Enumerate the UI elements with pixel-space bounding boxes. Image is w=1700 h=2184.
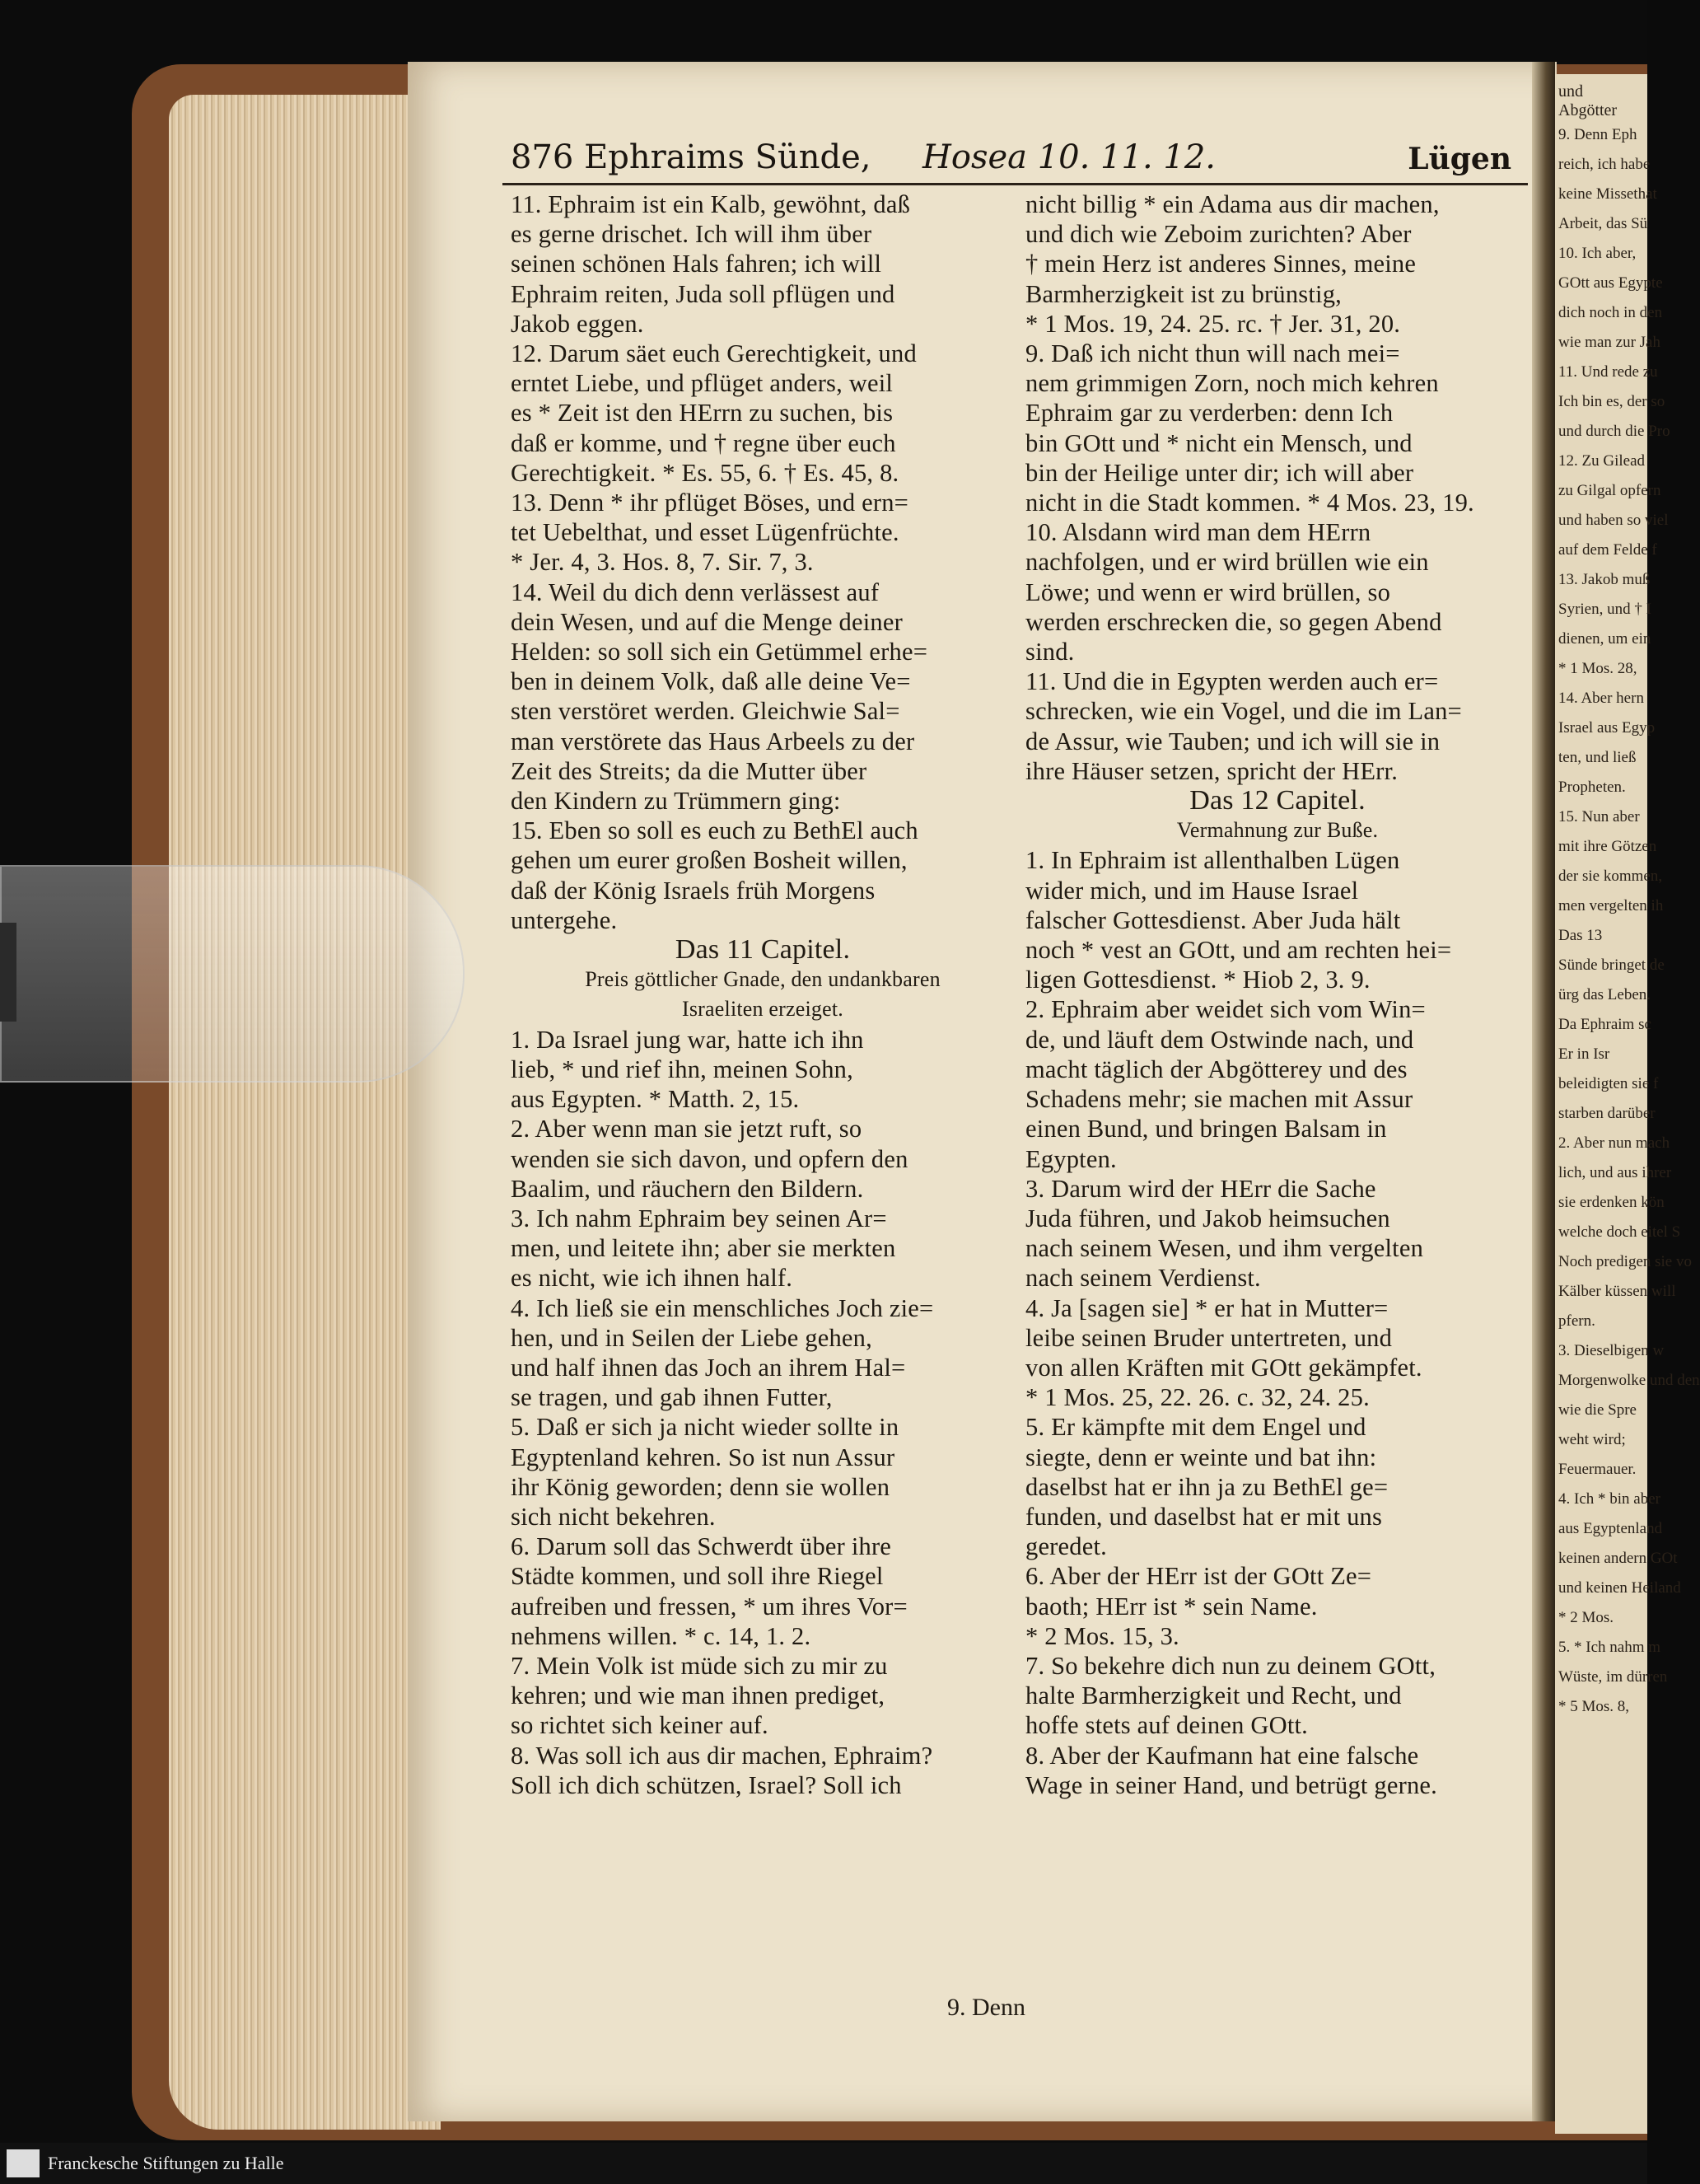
text-line: siegte, denn er weinte und bat ihn: — [1025, 1443, 1377, 1471]
text-line: Preis göttlicher Gnade, den undankbaren — [585, 967, 941, 992]
text-line: es gerne drischet. Ich will ihm über — [511, 220, 872, 249]
text-line: sten verstöret werden. Gleichwie Sal= — [511, 697, 900, 726]
next-page-line: 10. Ich aber, — [1558, 245, 1637, 262]
text-line: so richtet sich keiner auf. — [511, 1711, 768, 1740]
text-line: Wage in seiner Hand, und betrügt gerne. — [1025, 1770, 1437, 1799]
running-header — [511, 138, 1528, 188]
text-line: falscher Gottesdienst. Aber Juda hält — [1025, 905, 1401, 934]
text-line: nicht billig * ein Adama aus dir machen, — [1025, 190, 1440, 218]
text-line: daß er komme, und † regne über euch — [511, 428, 896, 457]
text-line: ihre Häuser setzen, spricht der HErr. — [1025, 756, 1399, 785]
text-line: nachfolgen, und er wird brüllen wie ein — [1025, 548, 1429, 577]
text-line: geredet. — [1025, 1532, 1107, 1561]
text-line: nach seinem Wesen, und ihm vergelten — [1025, 1234, 1424, 1263]
next-page-line: 14. Aber hern — [1558, 690, 1644, 707]
next-page-line: 3. Dieselbigen w — [1558, 1342, 1665, 1359]
next-page-line: Kälber küssen will — [1558, 1283, 1676, 1300]
text-line: † mein Herz ist anderes Sinnes, meine — [1025, 250, 1417, 278]
next-page-line: GOtt aus Egypte — [1558, 274, 1663, 292]
text-line: 5. Daß er sich ja nicht wieder sollte in — [511, 1413, 899, 1442]
text-line: leibe seinen Bruder untertreten, und — [1025, 1323, 1393, 1352]
text-line: de, und läuft dem Ostwinde nach, und — [1025, 1025, 1414, 1054]
text-line: Helden: so soll sich ein Getümmel erhe= — [511, 638, 928, 666]
text-line: Barmherzigkeit ist zu brünstig, — [1025, 279, 1342, 308]
text-line: Ephraim reiten, Juda soll pflügen und — [511, 279, 895, 308]
text-line: * 1 Mos. 19, 24. 25. rc. † Jer. 31, 20. — [1025, 309, 1401, 338]
text-line: noch * vest an GOtt, und am rechten hei= — [1025, 936, 1452, 965]
next-page-line: reich, ich habe — [1558, 156, 1651, 173]
next-page-line: 12. Zu Gilead — [1558, 452, 1646, 470]
text-line: 1. In Ephraim ist allenthalben Lügen — [1025, 846, 1400, 875]
page-number: 876 — [511, 138, 574, 176]
next-page-line: 2. Aber nun mach — [1558, 1134, 1670, 1152]
next-page-header: und Abgötter — [1558, 82, 1618, 119]
next-page-line: Israel aus Egyp — [1558, 719, 1656, 737]
text-line: 6. Aber der HErr ist der GOtt Ze= — [1025, 1562, 1372, 1591]
text-line: se tragen, und gab ihnen Futter, — [511, 1383, 833, 1412]
next-page-line: Syrien, und † I — [1558, 601, 1651, 618]
text-line: Vermahnung zur Buße. — [1176, 818, 1379, 843]
text-line: Löwe; und wenn er wird brüllen, so — [1025, 578, 1391, 606]
next-page-fragment — [1555, 74, 1700, 2134]
page-clip — [0, 865, 465, 1083]
text-line: hoffe stets auf deinen GOtt. — [1025, 1711, 1308, 1740]
text-line: 1. Da Israel jung war, hatte ich ihn — [511, 1025, 864, 1054]
text-line: Soll ich dich schützen, Israel? Soll ich — [511, 1770, 902, 1799]
catchword: 9. Denn — [947, 1994, 1025, 2021]
text-line: funden, und daselbst hat er mit uns — [1025, 1502, 1383, 1531]
next-page-line: Noch predigen sie vo — [1558, 1253, 1692, 1270]
text-line: einen Bund, und bringen Balsam in — [1025, 1115, 1387, 1143]
next-page-line: Wüste, im dürren — [1558, 1668, 1668, 1686]
left-text-column — [511, 189, 1015, 1800]
text-line: und half ihnen das Joch an ihrem Hal= — [511, 1353, 906, 1382]
next-page-line: pfern. — [1558, 1312, 1595, 1330]
text-line: 4. Ich ließ sie ein menschliches Joch zie= — [511, 1293, 934, 1322]
text-line: Juda führen, und Jakob heimsuchen — [1025, 1204, 1390, 1232]
text-line: ligen Gottesdienst. * Hiob 2, 3. 9. — [1025, 966, 1371, 994]
institution-name: Franckesche Stiftungen zu Halle — [48, 2153, 284, 2173]
text-line: ihr König geworden; denn sie wollen — [511, 1472, 890, 1501]
text-line: bin GOtt und * nicht ein Mensch, und — [1025, 428, 1413, 457]
text-line: 7. So bekehre dich nun zu deinem GOtt, — [1025, 1651, 1436, 1680]
text-line: es * Zeit ist den HErrn zu suchen, bis — [511, 399, 894, 428]
text-line: 10. Alsdann wird man dem HErrn — [1025, 518, 1371, 547]
institution-logo-icon — [7, 2149, 40, 2177]
text-line: Gerechtigkeit. * Es. 55, 6. † Es. 45, 8. — [511, 458, 899, 487]
text-line: aufreiben und fressen, * um ihres Vor= — [511, 1592, 908, 1620]
running-title-left: Ephraims Sünde, — [584, 138, 871, 176]
next-page-lines — [1555, 120, 1700, 1722]
next-page-line: beleidigten sie f — [1558, 1075, 1659, 1092]
text-line: 2. Aber wenn man sie jetzt ruft, so — [511, 1115, 862, 1143]
running-title-right: Lügen — [1408, 142, 1511, 176]
text-line: wider mich, und im Hause Israel — [1025, 876, 1359, 905]
text-line: daselbst hat er ihn ja zu BethEl ge= — [1025, 1472, 1389, 1501]
next-page-line: 9. Denn Eph — [1558, 126, 1637, 143]
next-page-line: weht wird; — [1558, 1431, 1626, 1448]
text-line: daß der König Israels früh Morgens — [511, 876, 876, 905]
text-line: 11. Und die in Egypten werden auch er= — [1025, 667, 1439, 696]
next-page-line: * 2 Mos. — [1558, 1609, 1614, 1626]
next-page-line: starben darüber — [1558, 1105, 1656, 1122]
text-line: Israeliten erzeiget. — [682, 997, 843, 1022]
next-page-line: und haben so viel — [1558, 512, 1669, 529]
text-line: sich nicht bekehren. — [511, 1502, 716, 1531]
text-line: 14. Weil du dich denn verlässest auf — [511, 578, 880, 606]
text-line: von allen Kräften mit GOtt gekämpfet. — [1025, 1353, 1422, 1382]
text-line: nehmens willen. * c. 14, 1. 2. — [511, 1621, 811, 1650]
next-page-line: aus Egyptenland — [1558, 1520, 1663, 1537]
text-line: 3. Ich nahm Ephraim bey seinen Ar= — [511, 1204, 887, 1232]
text-line: * Jer. 4, 3. Hos. 8, 7. Sir. 7, 3. — [511, 548, 814, 577]
next-page-line: * 5 Mos. 8, — [1558, 1698, 1630, 1715]
text-line: baoth; HErr ist * sein Name. — [1025, 1592, 1318, 1620]
next-page-line: Ich bin es, der so — [1558, 393, 1665, 410]
text-line: 3. Darum wird der HErr die Sache — [1025, 1174, 1376, 1203]
next-page-line: und keinen Heiland — [1558, 1579, 1681, 1597]
text-line: 13. Denn * ihr pflüget Böses, und ern= — [511, 489, 909, 517]
text-line: 6. Darum soll das Schwerdt über ihre — [511, 1532, 892, 1561]
page-number-and-title — [511, 138, 871, 176]
text-line: 8. Was soll ich aus dir machen, Ephraim? — [511, 1741, 933, 1770]
next-page-line: ten, und ließ — [1558, 749, 1637, 766]
next-page-line: und durch die Pro — [1558, 423, 1670, 440]
next-page-line: Propheten. — [1558, 779, 1626, 796]
next-page-line: Feuermauer. — [1558, 1461, 1637, 1478]
text-line: Baalim, und räuchern den Bildern. — [511, 1174, 864, 1203]
next-page-line: Das 13 — [1558, 927, 1603, 944]
text-line: ben in deinem Volk, daß alle deine Ve= — [511, 667, 911, 696]
text-line: lieb, * und rief ihn, meinen Sohn, — [511, 1055, 853, 1083]
page-edges — [169, 95, 441, 2130]
next-page-line: 13. Jakob muß — [1558, 571, 1651, 588]
text-line: Egyptenland kehren. So ist nun Assur — [511, 1443, 895, 1471]
next-page-line: * 1 Mos. 28, — [1558, 660, 1637, 677]
text-line: hen, und in Seilen der Liebe gehen, — [511, 1323, 872, 1352]
text-line: untergehe. — [511, 905, 618, 934]
text-line: kehren; und wie man ihnen prediget, — [511, 1681, 885, 1710]
header-rule — [502, 183, 1528, 185]
text-line: dein Wesen, und auf die Menge deiner — [511, 607, 903, 636]
text-line: und dich wie Zeboim zurichten? Aber — [1025, 220, 1412, 249]
text-line: 8. Aber der Kaufmann hat eine falsche — [1025, 1741, 1419, 1770]
text-line: erntet Liebe, und pflüget anders, weil — [511, 369, 894, 398]
text-line: Egypten. — [1025, 1144, 1117, 1173]
text-line: 12. Darum säet euch Gerechtigkeit, und — [511, 339, 917, 368]
text-line: schrecken, wie ein Vogel, und die im Lan= — [1025, 697, 1462, 726]
text-line: men, und leitete ihn; aber sie merkten — [511, 1234, 896, 1263]
text-line: Schadens mehr; sie machen mit Assur — [1025, 1085, 1413, 1114]
text-line: nem grimmigen Zorn, noch mich kehren — [1025, 369, 1439, 398]
next-page-line: lich, und aus ihrer — [1558, 1164, 1672, 1181]
next-page-line: dich noch in den — [1558, 304, 1663, 321]
next-page-line: keine Missethat — [1558, 185, 1657, 203]
text-line: es nicht, wie ich ihnen half. — [511, 1264, 793, 1293]
next-page-line: mit ihre Götzen — [1558, 838, 1657, 855]
text-line: * 2 Mos. 15, 3. — [1025, 1621, 1179, 1650]
text-line: man verstörete das Haus Arbeels zu der — [511, 727, 915, 755]
next-page-line: welche doch eitel S — [1558, 1223, 1681, 1241]
text-line: Städte kommen, und soll ihre Riegel — [511, 1562, 884, 1591]
next-page-line: keinen andern GOt — [1558, 1550, 1678, 1567]
text-line: 4. Ja [sagen sie] * er hat in Mutter= — [1025, 1293, 1389, 1322]
right-text-column — [1025, 189, 1530, 1800]
text-line: 15. Eben so soll es euch zu BethEl auch — [511, 816, 918, 845]
footer-bar — [0, 2143, 1647, 2184]
next-page-line: zu Gilgal opfern — [1558, 482, 1661, 499]
text-line: Das 12 Capitel. — [1189, 785, 1366, 816]
running-title-chapter: Hosea 10. 11. 12. — [922, 138, 1216, 176]
text-line: sind. — [1025, 638, 1075, 666]
next-page-line: men vergelten ih — [1558, 897, 1664, 914]
text-line: den Kindern zu Trümmern ging: — [511, 787, 841, 816]
next-page-line: Sünde bringet de — [1558, 956, 1665, 974]
text-line: werden erschrecken die, so gegen Abend — [1025, 607, 1442, 636]
text-line: Das 11 Capitel. — [675, 934, 851, 966]
text-line: 9. Daß ich nicht thun will nach mei= — [1025, 339, 1400, 368]
text-line: bin der Heilige unter dir; ich will aber — [1025, 458, 1414, 487]
text-line: wenden sie sich davon, und opfern den — [511, 1144, 908, 1173]
text-line: aus Egypten. * Matth. 2, 15. — [511, 1085, 800, 1114]
clip-bar — [0, 923, 16, 1022]
text-line: halte Barmherzigkeit und Recht, und — [1025, 1681, 1402, 1710]
text-line: 2. Ephraim aber weidet sich vom Win= — [1025, 995, 1426, 1024]
next-page-line: 15. Nun aber — [1558, 808, 1640, 825]
text-line: Zeit des Streits; da die Mutter über — [511, 756, 867, 785]
book-gutter — [1532, 62, 1555, 2121]
next-page-line: Er in Isr — [1558, 1045, 1610, 1063]
next-page-line: Arbeit, das Sü — [1558, 215, 1648, 232]
next-page-line: sie erdenken kön — [1558, 1194, 1665, 1211]
next-page-line: dienen, um ein — [1558, 630, 1651, 648]
text-line: Jakob eggen. — [511, 309, 644, 338]
next-page-line: 11. Und rede zu — [1558, 363, 1658, 381]
text-line: 11. Ephraim ist ein Kalb, gewöhnt, daß — [511, 190, 911, 218]
next-page-line: der sie kommen, — [1558, 868, 1663, 885]
text-line: 5. Er kämpfte mit dem Engel und — [1025, 1413, 1366, 1442]
text-line: seinen schönen Hals fahren; ich will — [511, 250, 882, 278]
text-line: nach seinem Verdienst. — [1025, 1264, 1261, 1293]
next-page-line: wie die Spre — [1558, 1401, 1637, 1419]
next-page-line: Morgenwolke und den — [1558, 1372, 1700, 1389]
text-line: de Assur, wie Tauben; und ich will sie in — [1025, 727, 1441, 755]
next-page-line: ürg das Leben. — [1558, 986, 1651, 1003]
next-page-line: auf dem Felde f — [1558, 541, 1657, 559]
text-line: 7. Mein Volk ist müde sich zu mir zu — [511, 1651, 888, 1680]
next-page-line: Da Ephraim sc — [1558, 1016, 1651, 1033]
next-page-line: wie man zur Jah — [1558, 334, 1660, 351]
text-line: nicht in die Stadt kommen. * 4 Mos. 23, 19. — [1025, 489, 1474, 517]
next-page-line: 5. * Ich nahm m — [1558, 1639, 1661, 1656]
text-line: macht täglich der Abgötterey und des — [1025, 1055, 1408, 1083]
next-page-line: 4. Ich * bin aber — [1558, 1490, 1660, 1508]
text-line: tet Uebelthat, und esset Lügenfrüchte. — [511, 518, 899, 547]
text-line: gehen um eurer großen Bosheit willen, — [511, 846, 908, 875]
text-line: Ephraim gar zu verderben: denn Ich — [1025, 399, 1394, 428]
text-line: * 1 Mos. 25, 22. 26. c. 32, 24. 25. — [1025, 1383, 1370, 1412]
